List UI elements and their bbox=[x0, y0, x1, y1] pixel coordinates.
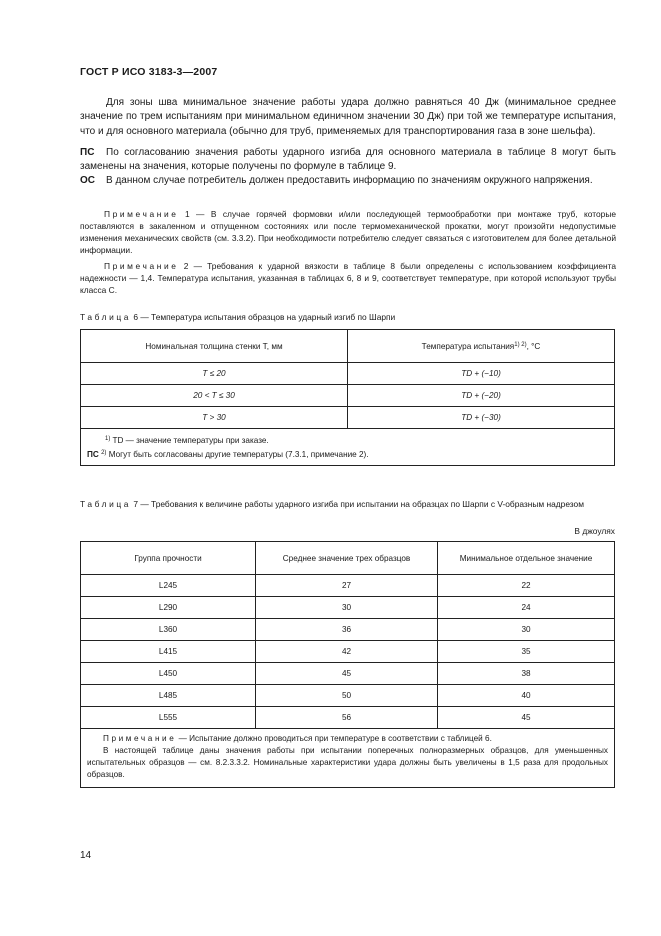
table-7-note-label: Примечание bbox=[103, 734, 177, 743]
table-cell: 50 bbox=[256, 685, 438, 707]
table-7-caption-label: Таблица bbox=[80, 499, 132, 509]
table-row bbox=[81, 663, 615, 685]
table-row bbox=[81, 363, 615, 385]
table-6 bbox=[80, 329, 615, 466]
note-1 bbox=[80, 208, 616, 256]
table-cell: T ≤ 20 bbox=[81, 363, 348, 385]
table-6-caption-label: Таблица bbox=[80, 312, 132, 322]
table-cell: L290 bbox=[81, 597, 256, 619]
table-7-note-line-1 bbox=[87, 733, 608, 745]
table-cell: 30 bbox=[438, 619, 615, 641]
table-cell: 40 bbox=[438, 685, 615, 707]
table-row bbox=[81, 641, 615, 663]
table-cell: 38 bbox=[438, 663, 615, 685]
table-cell: L245 bbox=[81, 575, 256, 597]
table-7-col-minimum: Минимальное отдельное значение bbox=[438, 542, 615, 575]
page-number: 14 bbox=[80, 850, 92, 861]
table-6-col-temperature-sup: 1) 2) bbox=[514, 341, 527, 348]
footnote-2-text: Могут быть согласованы другие температуры (7.3.1, примечание 2). bbox=[108, 450, 369, 459]
table-cell: TD + (−30) bbox=[348, 407, 615, 429]
table-note-row bbox=[81, 729, 615, 788]
table-cell: 20 < T ≤ 30 bbox=[81, 385, 348, 407]
table-row bbox=[81, 619, 615, 641]
table-6-caption bbox=[80, 311, 616, 323]
table-7-note-line-2 bbox=[87, 745, 608, 781]
table-row bbox=[81, 575, 615, 597]
paragraph-weld-zone bbox=[80, 96, 616, 139]
table-cell: L450 bbox=[81, 663, 256, 685]
table-cell: TD + (−10) bbox=[348, 363, 615, 385]
table-7 bbox=[80, 541, 615, 788]
document-header: ГОСТ Р ИСО 3183-3—2007 bbox=[80, 66, 218, 78]
os-tag: ОС bbox=[80, 175, 95, 186]
table-7-note bbox=[81, 729, 615, 788]
table-cell: 36 bbox=[256, 619, 438, 641]
paragraph-weld-zone-text: Для зоны шва минимальное значение работы удара должно равняться 40 Дж (минимальное среднее значение по трем испытаниям при минимальном единичном значении 30 Дж) при той же температуре испытания, что и для основного материала (обычно для труб, применяемых для транспортирования газа в зоне шельфа). bbox=[80, 97, 616, 137]
footnote-1-text: TD — значение температуры при заказе. bbox=[112, 436, 269, 445]
table-footnote-row bbox=[81, 429, 615, 466]
table-header-row bbox=[81, 542, 615, 575]
paragraph-ps-text: По согласованию значения работы ударного изгиба для основного материала в таблице 8 могут быть заменены на значения, которые получены по формуле в таблице 9. bbox=[80, 147, 616, 173]
table-cell: TD + (−20) bbox=[348, 385, 615, 407]
table-7-col-strength-group: Группа прочности bbox=[81, 542, 256, 575]
table-cell: 35 bbox=[438, 641, 615, 663]
table-row bbox=[81, 707, 615, 729]
table-6-col-temperature bbox=[348, 330, 615, 363]
table-7-note-line-2-text: В настоящей таблице даны значения работы при испытании поперечных полноразмерных образцов, для уменьшенных испытательных образцов — см. 8.2.3.3.2. Номинальные характеристики удара должны быть увеличены в 1,5 раза для продольных образцов. bbox=[87, 746, 608, 779]
table-cell: 42 bbox=[256, 641, 438, 663]
table-cell: 56 bbox=[256, 707, 438, 729]
table-7-col-average: Среднее значение трех образцов bbox=[256, 542, 438, 575]
footnote-2-tag: ПС bbox=[87, 450, 99, 459]
table-cell: 27 bbox=[256, 575, 438, 597]
table-cell: 30 bbox=[256, 597, 438, 619]
table-cell: T > 30 bbox=[81, 407, 348, 429]
table-cell: L555 bbox=[81, 707, 256, 729]
table-cell: 24 bbox=[438, 597, 615, 619]
table-row bbox=[81, 685, 615, 707]
note-2 bbox=[80, 260, 616, 296]
note-1-text: 1 — В случае горячей формовки и/или последующей термообработки при монтаже труб, которые поставляются в закаленном и отпущенном состояниях или после термомеханической прокатки, могут произойти недопустимые изменения механических свойств (см. 3.3.2). При необходимости потребителю следует связаться с изготовителем для более детальной информации. bbox=[80, 209, 617, 255]
table-7-note-line-1-text: — Испытание должно проводиться при температуре в соответствии с таблицей 6. bbox=[178, 734, 492, 743]
table-6-col-temperature-unit: , °C bbox=[526, 341, 541, 351]
footnote-2 bbox=[87, 447, 608, 461]
paragraph-os bbox=[80, 174, 616, 188]
table-7-caption bbox=[80, 498, 616, 510]
table-cell: L360 bbox=[81, 619, 256, 641]
table-cell: 22 bbox=[438, 575, 615, 597]
table-7-unit: В джоулях bbox=[574, 526, 615, 536]
note-2-text: 2 — Требования к ударной вязкости в таблице 8 были определены с использованием коэффициента надежности — 1,4. Температура испытания, указанная в таблицах 6, 8 и 9, соответствует температуре, при которой используют трубы класса С. bbox=[80, 261, 616, 295]
table-cell: L485 bbox=[81, 685, 256, 707]
table-6-col-temperature-label: Температура испытания bbox=[421, 341, 515, 351]
ps-tag: ПС bbox=[80, 147, 95, 158]
table-cell: 45 bbox=[438, 707, 615, 729]
paragraph-ps bbox=[80, 146, 616, 175]
note-1-label: Примечание bbox=[104, 209, 179, 219]
table-6-footnotes bbox=[81, 429, 615, 466]
footnote-2-mark: 2) bbox=[101, 450, 107, 456]
table-row bbox=[81, 597, 615, 619]
footnote-1 bbox=[87, 433, 608, 447]
footnote-1-mark: 1) bbox=[105, 436, 111, 442]
table-cell: 45 bbox=[256, 663, 438, 685]
table-7-caption-text: 7 — Требования к величине работы ударного изгиба при испытании на образцах по Шарпи с V-образным надрезом bbox=[133, 499, 584, 509]
table-header-row bbox=[81, 330, 615, 363]
paragraph-os-text: В данном случае потребитель должен предоставить информацию по значениям окружного напряжения. bbox=[106, 175, 593, 186]
table-6-col-thickness: Номинальная толщина стенки T, мм bbox=[81, 330, 348, 363]
table-6-caption-text: 6 — Температура испытания образцов на ударный изгиб по Шарпи bbox=[133, 312, 396, 322]
table-row bbox=[81, 385, 615, 407]
note-2-label: Примечание bbox=[104, 261, 179, 271]
table-row bbox=[81, 407, 615, 429]
table-cell: L415 bbox=[81, 641, 256, 663]
